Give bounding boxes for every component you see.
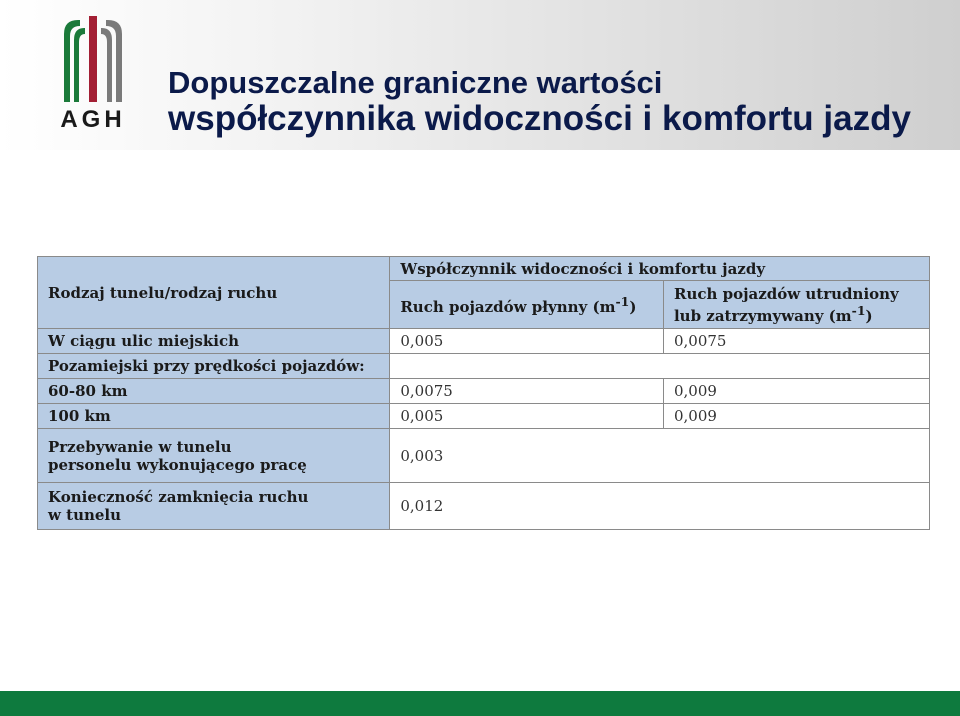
header-rowtype: Rodzaj tunelu/rodzaj ruchu <box>38 257 390 329</box>
row-label: Konieczność zamknięcia ruchu w tunelu <box>38 483 390 530</box>
row-label: Pozamiejski przy prędkości pojazdów: <box>38 354 390 379</box>
logo-text: AGH <box>60 106 126 133</box>
header-fluid: Ruch pojazdów płynny $(m^{-1})$ <box>390 281 664 329</box>
empty-cell <box>390 354 930 379</box>
row-label: 100 km <box>38 404 390 429</box>
row-label: W ciągu ulic miejskich <box>38 329 390 354</box>
table-row <box>38 329 930 354</box>
page-title <box>168 66 911 138</box>
header-group: Współczynnik widoczności i komfortu jazdy <box>390 257 930 281</box>
agh-logo-icon <box>58 16 128 104</box>
value-fluid: 0,005 <box>390 404 664 429</box>
agh-logo <box>58 16 128 136</box>
value-shared: 0,003 <box>390 429 930 483</box>
value-hindered: 0,009 <box>663 379 929 404</box>
row-label: 60-80 km <box>38 379 390 404</box>
value-fluid: 0,0075 <box>390 379 664 404</box>
row-label: Przebywanie w tunelu personelu wykonującego pracę <box>38 429 390 483</box>
value-shared: 0,012 <box>390 483 930 530</box>
footer-bar <box>0 691 960 716</box>
value-hindered: 0,009 <box>663 404 929 429</box>
value-hindered: 0,0075 <box>663 329 929 354</box>
table-row <box>38 483 930 530</box>
table-row <box>38 379 930 404</box>
table-header-row <box>38 257 930 281</box>
table-row <box>38 429 930 483</box>
visibility-coefficient-table <box>37 256 930 530</box>
value-fluid: 0,005 <box>390 329 664 354</box>
table-row <box>38 354 930 379</box>
table-row <box>38 404 930 429</box>
title-line-2: współczynnika widoczności i komfortu jazdy <box>168 99 911 138</box>
header-hindered: Ruch pojazdów utrudniony lub zatrzymywany $(m^{-1})$ <box>663 281 929 329</box>
title-line-1: Dopuszczalne graniczne wartości <box>168 65 663 100</box>
